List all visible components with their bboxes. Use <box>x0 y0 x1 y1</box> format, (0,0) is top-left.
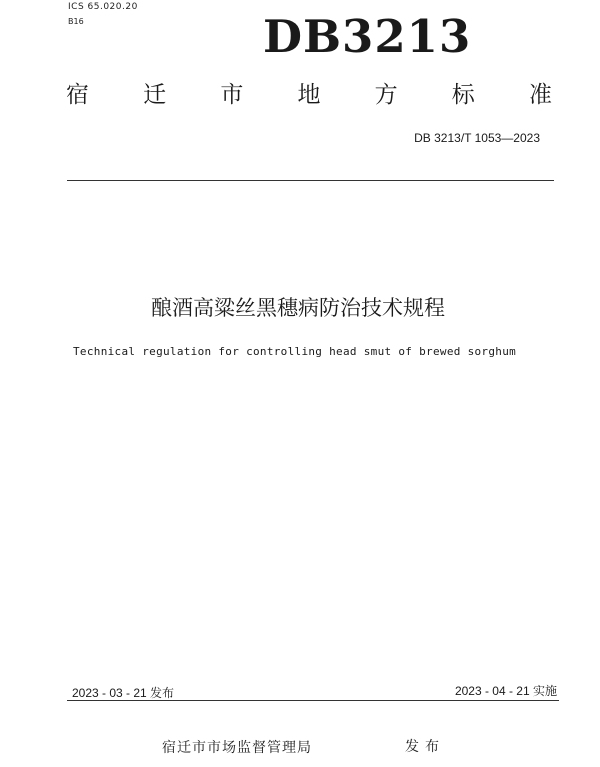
category-char: 标 <box>451 82 475 108</box>
issue-date: 2023 - 03 - 21 发布 <box>72 686 175 700</box>
ics-code: ICS 65.020.20 <box>68 2 138 12</box>
implementation-date: 2023 - 04 - 21 实施 <box>454 684 557 698</box>
standard-number: DB 3213/T 1053—2023 <box>414 131 540 145</box>
document-title-english: Technical regulation for controlling head smut of brewed sorghum <box>73 345 517 358</box>
standard-code: DB3213 <box>263 10 472 63</box>
category-char: 地 <box>297 82 321 108</box>
category-char: 准 <box>528 82 552 108</box>
category-char: 方 <box>374 82 398 108</box>
category-char: 市 <box>220 82 244 108</box>
standard-category <box>66 84 552 107</box>
category-char: 迁 <box>143 82 167 108</box>
footer-divider <box>67 700 559 701</box>
issue-label: 发布 <box>405 739 445 755</box>
document-title-chinese <box>0 292 600 322</box>
title-chinese-text: 酿酒高粱丝黑穗病防治技术规程 <box>151 296 445 320</box>
header-divider <box>67 180 554 181</box>
classification-code: B16 <box>68 17 84 26</box>
category-char: 宿 <box>66 82 89 108</box>
issuing-authority: 宿迁市市场监督管理局 <box>162 740 312 756</box>
